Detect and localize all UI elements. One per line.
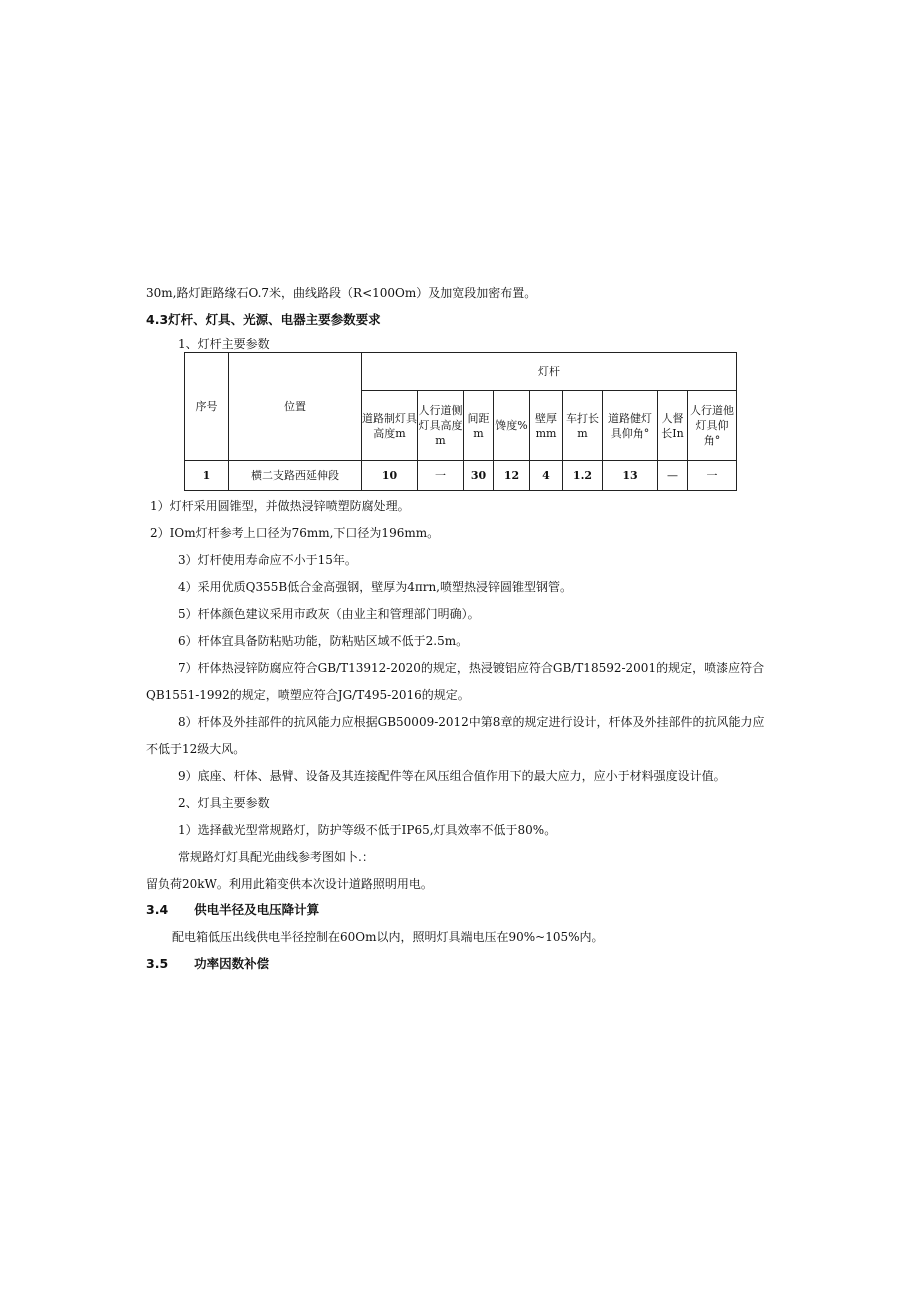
- pole-item-7: 7）杆体热浸锌防腐应符合GB/T13912-2020的规定，热浸镀铝应符合GB/T18592-2001的规定，喷漆应符合: [178, 661, 765, 675]
- pole-item-8: 8）杆体及外挂部件的抗风能力应根据GB50009-2012中第8章的规定进行设计，杆体及外挂部件的抗风能力应: [178, 715, 765, 729]
- cell-walk-height: 一: [418, 461, 464, 491]
- table-row: [185, 461, 737, 491]
- header-road-height: 道路制灯具高度m: [362, 391, 418, 461]
- section-3-4-number: 3.4: [146, 902, 169, 917]
- header-seq: 序号: [185, 353, 229, 461]
- cell-spacing: 30: [464, 461, 494, 491]
- lamp-item-1: 1）选择截光型常规路灯，防护等级不低于IP65,灯具效率不低于80%。: [178, 823, 557, 837]
- header-spacing: 间距m: [464, 391, 494, 461]
- lamp-curve-note: 常规路灯灯具配光曲线参考图如卜.：: [178, 850, 374, 864]
- header-walk-angle: 人行道他灯具仰角°: [688, 391, 737, 461]
- cell-position: 横二支路西延伸段: [229, 461, 362, 491]
- pole-params-table: [184, 352, 737, 491]
- section-3-5-title: 功率因数补偿: [194, 956, 270, 971]
- pole-item-1: 1）灯杆采用圆锥型，并做热浸锌喷塑防腐处理。: [150, 499, 410, 513]
- pole-item-6: 6）杆体宜具备防粘贴功能，防粘贴区域不低于2.5m。: [178, 634, 469, 648]
- cell-arm: 1.2: [563, 461, 603, 491]
- cell-seq: 1: [185, 461, 229, 491]
- section-4-3-title: 4.3灯杆、灯具、光源、电器主要参数要求: [146, 312, 381, 327]
- cell-road-height: 10: [362, 461, 418, 491]
- section-3-4-title: 供电半径及电压降计算: [194, 902, 320, 917]
- header-arm: 车打长m: [563, 391, 603, 461]
- pole-item-9: 9）底座、杆体、悬臂、设备及其连接配件等在风压组合值作用下的最大应力，应小于材料强度设计值。: [178, 769, 726, 783]
- cell-taper: 12: [494, 461, 530, 491]
- pole-item-3: 3）灯杆使用寿命应不小于15年。: [178, 553, 357, 567]
- header-position: 位置: [229, 353, 362, 461]
- section-3-5-heading: [146, 956, 269, 972]
- pole-item-2: 2）IOm灯杆参考上口径为76mm,下口径为196mm。: [150, 526, 440, 540]
- pole-item-4: 4）采用优质Q355B低合金高强钢，壁厚为4πrn,喷塑热浸锌圆锥型钢管。: [178, 580, 572, 594]
- header-walk-height: 人行道侧灯具高度m: [418, 391, 464, 461]
- header-group-pole: 灯杆: [362, 353, 737, 391]
- section-3-4-heading: [146, 902, 319, 918]
- section-3-4-body: 配电箱低压出线供电半径控制在60Om以内，照明灯具端电压在90%~105%内。: [172, 930, 604, 944]
- sub1-title: 1、灯杆主要参数: [178, 337, 270, 351]
- section-3-5-number: 3.5: [146, 956, 169, 971]
- cell-walk-arm: —: [658, 461, 688, 491]
- header-wall: 壁厚mm: [530, 391, 563, 461]
- load-line: 留负荷20kW。利用此箱变供本次设计道路照明用电。: [146, 877, 433, 891]
- header-walk-arm: 人督长In: [658, 391, 688, 461]
- sub2-title: 2、灯具主要参数: [178, 796, 270, 810]
- pole-item-7-cont: QB1551-1992的规定，喷塑应符合JG/T495-2016的规定。: [146, 688, 470, 702]
- pole-item-5: 5）杆体颜色建议采用市政灰（由业主和管理部门明确）。: [178, 607, 480, 621]
- intro-line: 30m,路灯距路缘石O.7米，曲线路段（R<100Om）及加宽段加密布置。: [146, 286, 537, 300]
- header-road-angle: 道路健灯具仰角°: [603, 391, 658, 461]
- cell-wall: 4: [530, 461, 563, 491]
- cell-walk-angle: 一: [688, 461, 737, 491]
- pole-item-8-cont: 不低于12级大风。: [146, 742, 246, 756]
- cell-road-angle: 13: [603, 461, 658, 491]
- header-taper: 馋度%: [494, 391, 530, 461]
